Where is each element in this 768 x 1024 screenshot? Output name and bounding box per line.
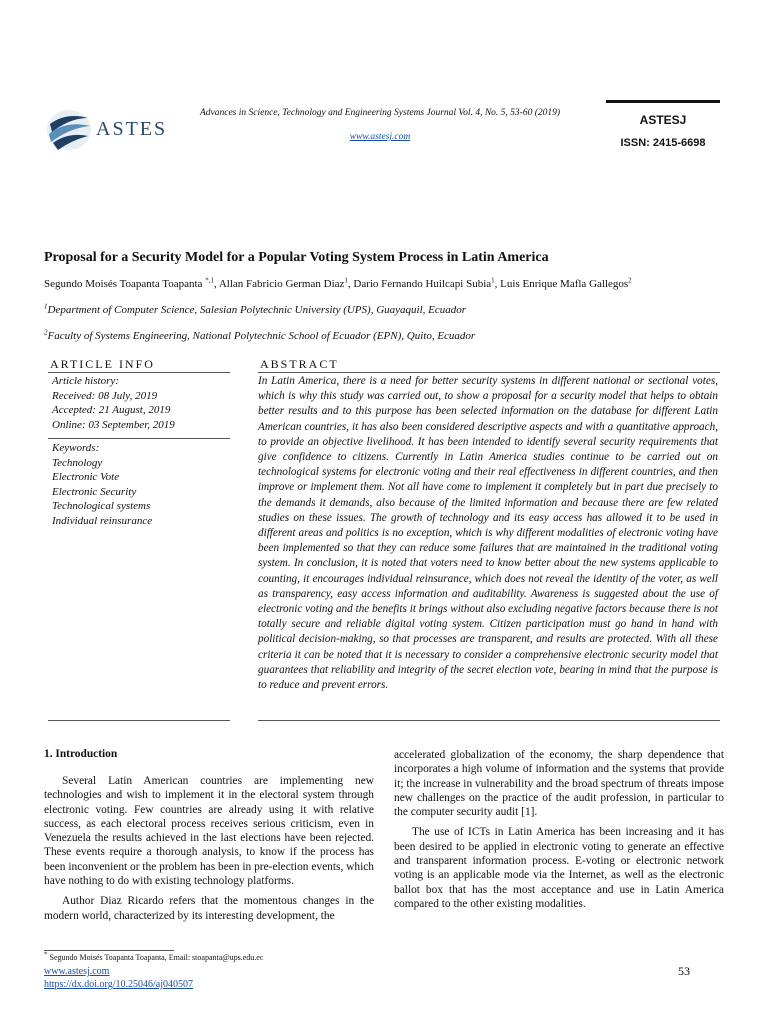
author-affiliation-mark: 1 xyxy=(491,276,495,285)
footnote-mark: * xyxy=(44,950,48,959)
article-info-bottom-rule xyxy=(48,720,230,721)
corresponding-author-footnote xyxy=(44,950,444,962)
affiliation-1 xyxy=(44,304,744,316)
author-list xyxy=(44,278,744,290)
abstract-text: In Latin America, there is a need for better security systems in different national or sectional votes, which is why this study was carried out, to show a proposal for a security model that helps to obtain better results and to this purpose has been selected information on the database for different Latin American countries, it has also been considered descriptive aspects and with a quantitative approach, to provide an objective livelihood. It has been intended to identify several security requirements that give confidence to citizens. Currently in Latin America studies continue to be carried out on technological systems for electronic voting and their real effectiveness in different countries, and then improve or implement them. Not all have come to implement it completely but in part due precisely to the demands it demands, also because of the limited information and because there are few related studies on these issues. The growth of technology and its easy access has allowed it to be used in different areas and politics is no exception, which is why different modalities of electronic voting have been implemented so that they can reduce some failures that are maintained in the traditional voting system. In conclusion, it is noted that voters need to know better about the new systems applicable to counting, it encourages individual reinsurance, which does not reveal the identity of the voter, as well as transparency, easy access information and auditability. Awareness is suggested about the use of electronic voting and the benefits it brings without also excluding negative factors because there is not totally secure and reliable digital voting system. Citizen participation must go hand in hand with political decision-making, so that processes are transparent, and results are protected. With all these criteria it can be noted that it is necessary to consider a comprehensive electronic security model that guarantees that reliability and integrity of the secret election vote, bearing in mind that the purpose is to reduce and prevent errors. xyxy=(258,375,718,692)
body-paragraph: Author Diaz Ricardo refers that the momentous changes in the modern world, characterized by its interesting development, the xyxy=(44,895,374,922)
body-paragraph: The use of ICTs in Latin America has been increasing and it has been desired to be applied in electronic voting to generate an effective and transparent information process. E-voting or electronic network voting is an applicable mode via the Internet, as well as the electronic ballot box that has the most acceptance and use in Latin America compared to the other existing modalities. xyxy=(394,826,724,910)
abstract-rule xyxy=(258,372,720,373)
article-history xyxy=(48,374,230,436)
keyword-item: Technological systems xyxy=(52,500,151,513)
journal-citation: Advances in Science, Technology and Engineering Systems Journal Vol. 4, No. 5, 53-60 (2019) xyxy=(199,108,561,118)
footnote-rule xyxy=(44,950,174,951)
body-paragraph: accelerated globalization of the economy, the sharp dependence that incorporates a high volume of information and the systems that provide it; the increase in vulnerability and the broad spectrum of threats impose new challenges on the practice of the audit profession, in particular to the computer security audit [1]. xyxy=(394,749,724,819)
keyword-item: Individual reinsurance xyxy=(52,514,153,527)
keyword-item: Electronic Security xyxy=(52,485,137,498)
body-column-left xyxy=(44,774,374,929)
author-name: , Luis Enrique Mafla Gallegos xyxy=(494,278,629,290)
keyword-item: Technology xyxy=(52,456,103,469)
journal-url-link[interactable]: www.astesj.com xyxy=(349,132,411,142)
affiliation-text: Department of Computer Science, Salesian Polytechnic University (UPS), Guayaquil, Ecuador xyxy=(47,304,467,316)
author-name: Segundo Moisés Toapanta Toapanta xyxy=(44,278,206,290)
brand-name: ASTES xyxy=(96,118,168,140)
footnote-text: Segundo Moisés Toapanta Toapanta, Email: stoapanta@ups.edu.ec xyxy=(47,953,264,962)
astes-logo xyxy=(44,104,174,156)
affiliation-2 xyxy=(44,330,744,342)
keyword-item: Electronic Vote xyxy=(52,471,120,484)
abstract-bottom-rule xyxy=(258,720,720,721)
astes-wave-logo-icon xyxy=(44,104,94,154)
publication-box xyxy=(606,100,720,161)
author-affiliation-mark: 1 xyxy=(344,276,348,285)
keywords-label: Keywords: xyxy=(52,442,100,454)
article-info-divider xyxy=(48,438,230,439)
author-affiliation-mark: *,1 xyxy=(205,276,214,285)
history-online: Online: 03 September, 2019 xyxy=(52,418,175,431)
footer-doi-link[interactable]: https://dx.doi.org/10.25046/aj040507 xyxy=(44,979,193,990)
affiliation-text: Faculty of Systems Engineering, National Polytechnic School of Ecuador (EPN), Quito, Ecuador xyxy=(47,330,476,342)
affiliation-mark: 2 xyxy=(44,328,48,337)
paper-title: Proposal for a Security Model for a Popular Voting System Process in Latin America xyxy=(44,250,549,265)
author-name: , Dario Fernando Huilcapi Subia xyxy=(347,278,492,290)
abstract-heading: ABSTRACT xyxy=(260,357,339,371)
page-number: 53 xyxy=(678,964,690,978)
article-info-heading: ARTICLE INFO xyxy=(50,357,155,371)
body-column-right xyxy=(394,748,724,917)
history-received: Received: 08 July, 2019 xyxy=(52,389,158,402)
history-accepted: Accepted: 21 August, 2019 xyxy=(52,404,171,417)
footer-journal-link[interactable]: www.astesj.com xyxy=(44,966,110,977)
issn-label: ISSN: 2415-6698 xyxy=(620,137,706,149)
history-label: Article history: xyxy=(52,375,119,387)
section-heading-introduction: 1. Introduction xyxy=(44,748,118,760)
body-paragraph: Several Latin American countries are implementing new technologies and wish to implement it in the electoral system through electronic voting. Few countries are already using it with relative success, as each electoral process receives serious criticism, even in Venezuela the results achieved in the last elections have been rejected. These events require a thorough analysis, to know if the process has been inconvenient or the problem has been in pre-election events, which have nothing to do with existing technology platforms. xyxy=(44,775,374,888)
publication-name: ASTESJ xyxy=(639,113,687,127)
keywords-list xyxy=(48,441,230,721)
article-info-rule xyxy=(48,372,230,373)
affiliation-mark: 1 xyxy=(44,302,48,311)
author-affiliation-mark: 2 xyxy=(628,276,632,285)
author-name: , Allan Fabricio German Diaz xyxy=(213,278,345,290)
